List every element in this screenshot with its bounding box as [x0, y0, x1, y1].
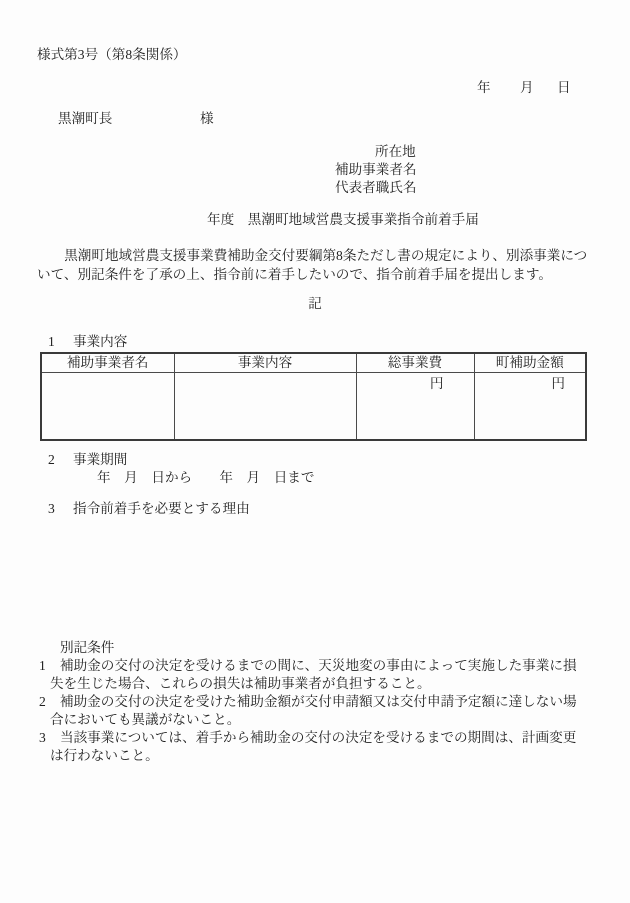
section-1-number: 1 [48, 334, 55, 349]
document-title: 年度 黒潮町地域営農支援事業指令前着手届 [207, 212, 479, 227]
sender-address-label: 所在地 [375, 144, 416, 159]
date-day-label: 日 [557, 80, 571, 95]
header-business-name: 補助事業者名 [41, 353, 174, 373]
business-table [40, 352, 587, 441]
condition-2-text: 補助金の交付の決定を受けた補助金額が交付申請額又は交付申請予定額に達しない場合においても異議がないこと。 [50, 694, 577, 727]
conditions-heading: 別記条件 [60, 640, 115, 655]
conditions-list [39, 657, 584, 765]
condition-3-number: 3 [39, 730, 46, 745]
table-row [41, 373, 586, 441]
condition-1-number: 1 [39, 658, 46, 673]
form-number: 様式第3号（第8条関係） [37, 47, 187, 62]
condition-item [39, 729, 584, 765]
sender-business-name-label: 補助事業者名 [335, 162, 417, 177]
body-paragraph: 黒潮町地域営農支援事業費補助金交付要綱第8条ただし書の規定により、別添事業について、別記条件を了承の上、指令前に着手したいので、指令前着手届を提出します。 [37, 248, 588, 282]
cell-business-name [41, 373, 174, 441]
condition-3-text: 当該事業については、着手から補助金の交付の決定を受けるまでの期間は、計画変更は行わないこと。 [50, 730, 577, 763]
addressee-honorific: 様 [200, 111, 214, 126]
header-town-subsidy: 町補助金額 [474, 353, 586, 373]
section-2-number: 2 [48, 452, 55, 467]
business-period-line: 年 月 日から 年 月 日まで [97, 470, 315, 485]
section-3-heading [48, 500, 250, 518]
section-2-title: 事業期間 [73, 452, 128, 467]
date-line [0, 79, 630, 97]
header-total-cost: 総事業費 [356, 353, 474, 373]
section-3-number: 3 [48, 501, 55, 516]
date-month-label: 月 [520, 80, 534, 95]
section-2-heading [48, 451, 127, 469]
cell-description [174, 373, 356, 441]
addressee-line [0, 110, 630, 128]
condition-2-number: 2 [39, 694, 46, 709]
cell-subsidy-unit: 円 [474, 373, 586, 441]
sender-representative-label: 代表者職氏名 [335, 180, 417, 195]
cell-total-cost-unit: 円 [356, 373, 474, 441]
addressee-name: 黒潮町長 [58, 111, 113, 126]
condition-item [39, 657, 584, 693]
date-year-label: 年 [477, 80, 491, 95]
section-1-title: 事業内容 [73, 334, 128, 349]
condition-item [39, 693, 584, 729]
ki-heading: 記 [308, 296, 322, 311]
table-header-row [41, 353, 586, 373]
header-description: 事業内容 [174, 353, 356, 373]
section-1-heading [48, 333, 127, 351]
section-3-title: 指令前着手を必要とする理由 [73, 501, 250, 516]
condition-1-text: 補助金の交付の決定を受けるまでの間に、天災地変の事由によって実施した事業に損失を生じた場合、これらの損失は補助事業者が負担すること。 [50, 658, 577, 691]
